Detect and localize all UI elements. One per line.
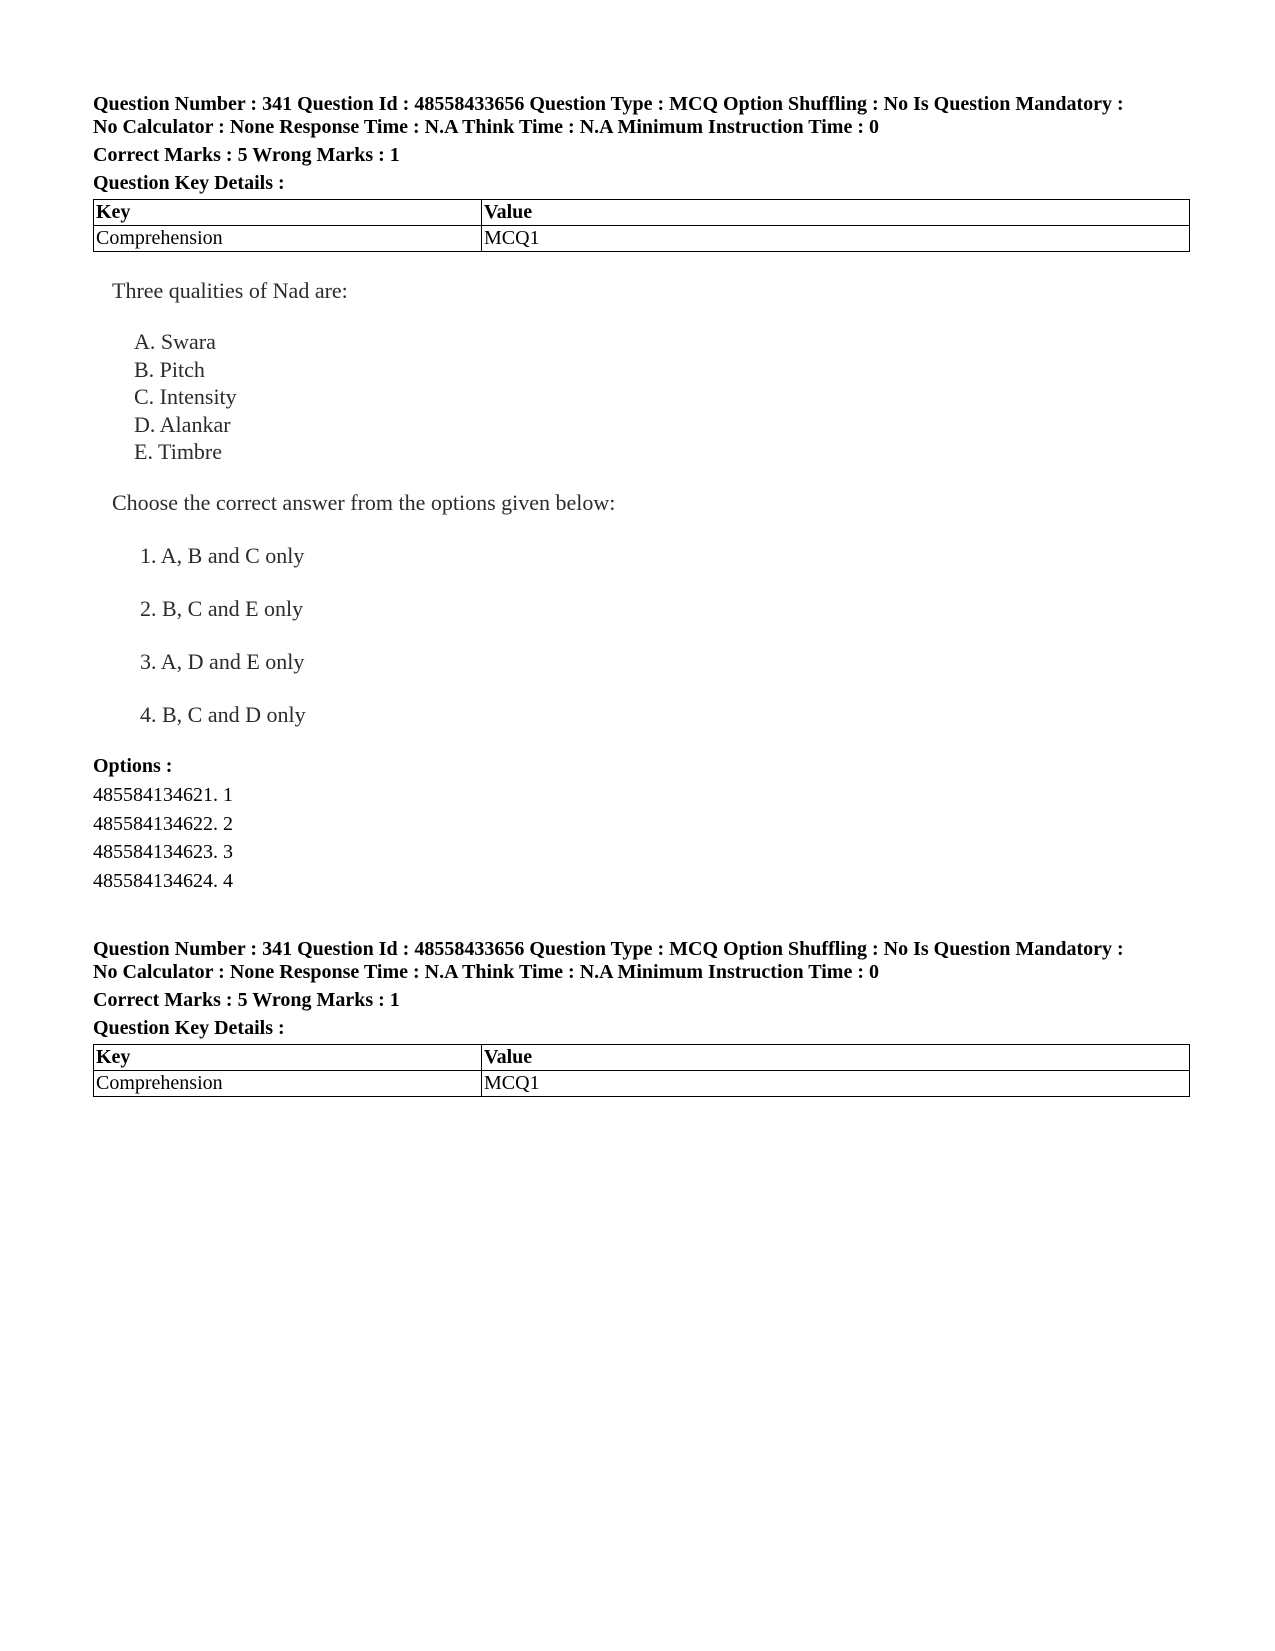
option-item: 485584134624. 4 <box>93 869 233 892</box>
question-meta-line-2: No Calculator : None Response Time : N.A Think Time : N.A Minimum Instruction Time : 0 <box>93 116 879 138</box>
question-header-block-1 <box>93 93 1190 252</box>
table-cell-key: Comprehension <box>94 226 482 252</box>
options-label: Options : <box>93 755 173 777</box>
option-item: 485584134623. 3 <box>93 841 233 863</box>
key-details-table <box>93 199 1190 252</box>
table-row <box>94 226 1190 252</box>
statement-list <box>134 328 237 466</box>
statement-item: C. Intensity <box>134 384 237 409</box>
question-meta-line-2: No Calculator : None Response Time : N.A Think Time : N.A Minimum Instruction Time : 0 <box>93 961 879 983</box>
statement-item: E. Timbre <box>134 439 223 464</box>
table-cell-value: MCQ1 <box>482 1071 1190 1097</box>
table-header-row <box>94 200 1190 226</box>
table-header-key: Key <box>94 200 482 226</box>
answer-choice: 3. A, D and E only <box>140 649 305 674</box>
choose-instruction: Choose the correct answer from the options given below: <box>112 490 616 515</box>
statement-item: D. Alankar <box>134 411 231 437</box>
statement-item: B. Pitch <box>134 356 205 382</box>
question-header-block-2 <box>93 938 1190 1097</box>
question-meta-line-1: Question Number : 341 Question Id : 48558433656 Question Type : MCQ Option Shuffling : No Is Question Mandatory : <box>93 93 1124 115</box>
key-details-label: Question Key Details : <box>93 172 285 194</box>
table-header-row <box>94 1045 1190 1071</box>
table-header-key: Key <box>94 1045 482 1071</box>
table-cell-value: MCQ1 <box>482 226 1190 252</box>
table-header-value: Value <box>482 200 1190 226</box>
table-header-value: Value <box>482 1045 1190 1071</box>
table-cell-key: Comprehension <box>94 1071 482 1097</box>
options-list <box>93 784 233 898</box>
marks-line: Correct Marks : 5 Wrong Marks : 1 <box>93 989 400 1011</box>
key-details-table <box>93 1044 1190 1097</box>
answer-choice: 2. B, C and E only <box>140 596 304 621</box>
statement-item: A. Swara <box>134 329 216 354</box>
marks-line: Correct Marks : 5 Wrong Marks : 1 <box>93 144 400 166</box>
option-item: 485584134621. 1 <box>93 784 233 806</box>
key-details-label: Question Key Details : <box>93 1017 285 1039</box>
question-meta-line-1: Question Number : 341 Question Id : 48558433656 Question Type : MCQ Option Shuffling : No Is Question Mandatory : <box>93 938 1124 960</box>
answer-choice: 1. A, B and C only <box>140 543 305 568</box>
question-image <box>112 278 672 738</box>
table-row <box>94 1071 1190 1097</box>
option-item: 485584134622. 2 <box>93 812 233 835</box>
question-stem: Three qualities of Nad are: <box>112 278 348 303</box>
answer-choice: 4. B, C and D only <box>140 702 306 727</box>
answer-choice-list <box>140 543 306 755</box>
